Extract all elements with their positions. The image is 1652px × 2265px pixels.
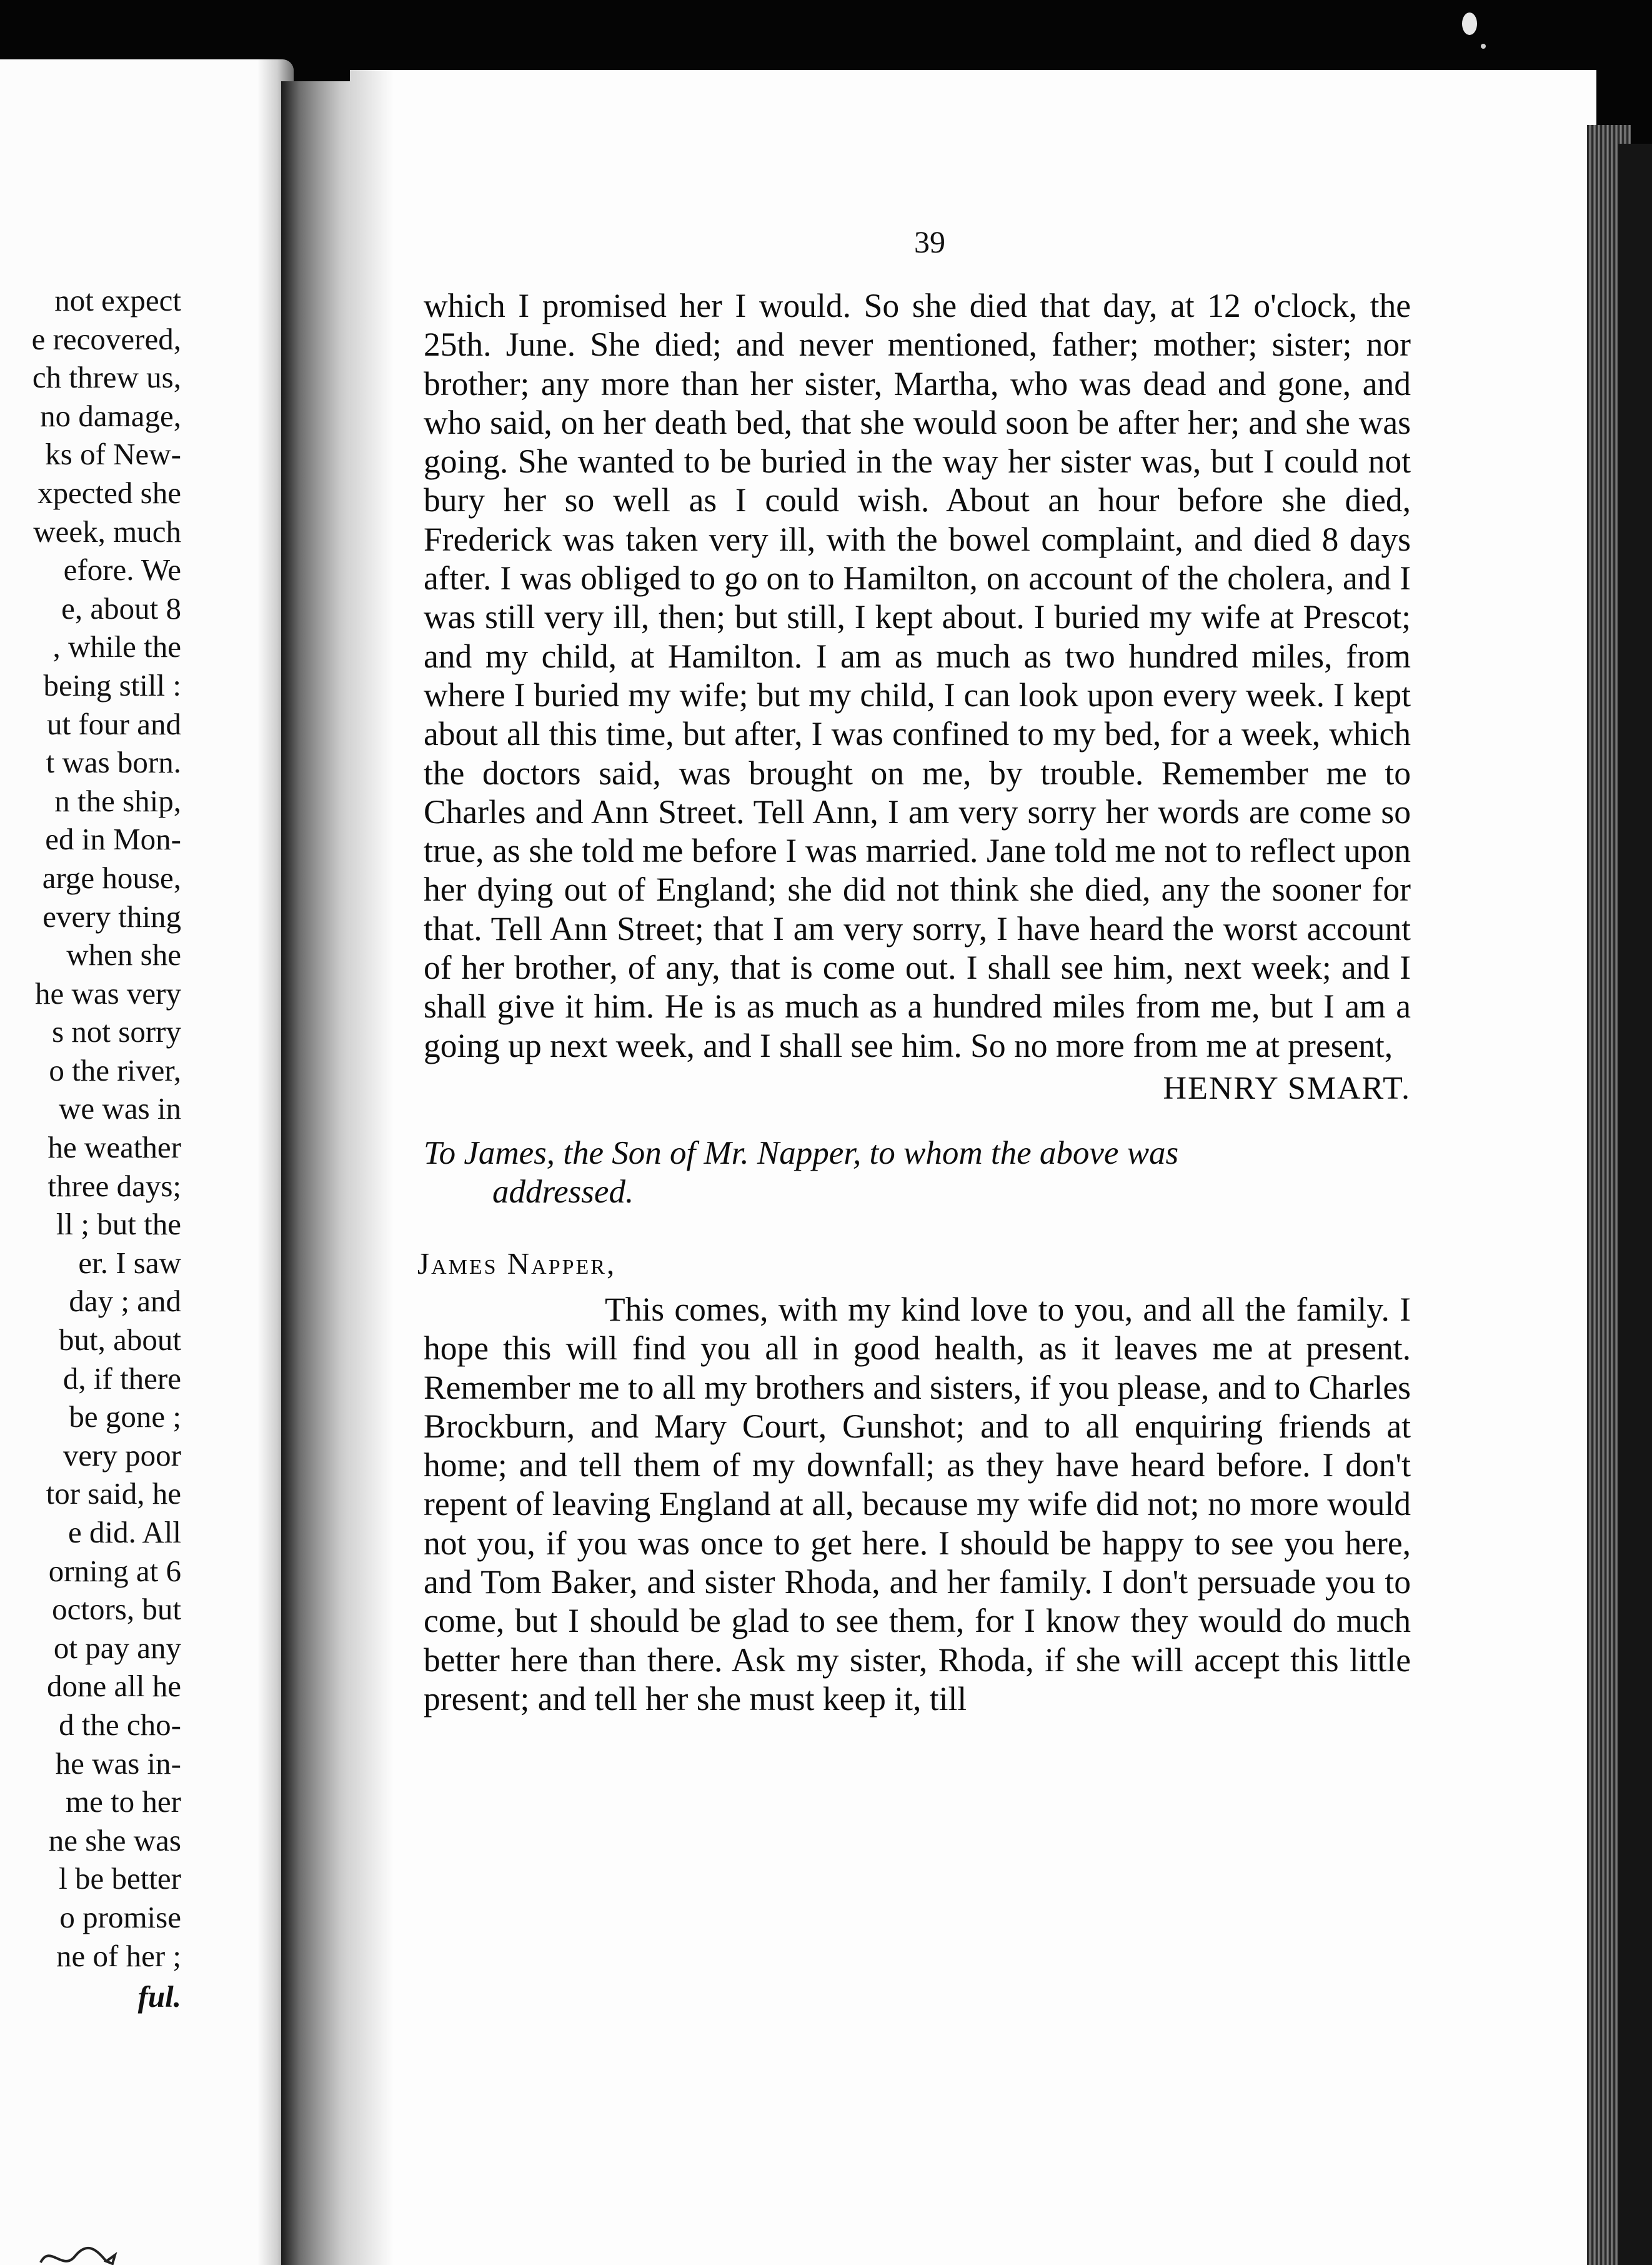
- previous-page-line: tor said, he: [46, 1476, 181, 1511]
- previous-page-line: ll ; but the: [56, 1207, 181, 1242]
- dust-speck: [1462, 12, 1477, 35]
- previous-page-line: efore. We: [63, 552, 181, 588]
- letter-two-heading: [424, 1134, 1411, 1211]
- previous-page-line: ut four and: [47, 706, 181, 741]
- previous-page-line: arge house,: [42, 860, 181, 895]
- page-number: 39: [914, 224, 945, 259]
- previous-page-line: s not sorry: [52, 1014, 181, 1049]
- previous-page-line: week, much: [33, 514, 181, 549]
- previous-page-line: done all he: [47, 1669, 181, 1704]
- letter-two-heading-line-1: To James, the Son of Mr. Napper, to whom the above was: [424, 1134, 1179, 1171]
- previous-page-line: e did. All: [67, 1515, 181, 1549]
- previous-page-line: he weather: [47, 1130, 181, 1165]
- previous-page-line: l be better: [59, 1861, 181, 1896]
- previous-page-line: be gone ;: [69, 1399, 181, 1434]
- previous-page-line: er. I saw: [78, 1245, 181, 1280]
- previous-page-line: no damage,: [40, 398, 181, 433]
- previous-page-line: d, if there: [62, 1361, 181, 1396]
- previous-page-line: he was very: [34, 976, 181, 1011]
- previous-page-line: e recovered,: [31, 321, 181, 356]
- previous-page-line: not expect: [54, 283, 181, 318]
- letter-two-heading-line-2: addressed.: [492, 1173, 634, 1210]
- page-curve-shadow: [350, 70, 394, 2265]
- previous-page-line: he was in-: [55, 1746, 181, 1781]
- previous-page-line: xpected she: [37, 475, 181, 510]
- previous-page-line: ch threw us,: [32, 360, 181, 395]
- previous-page-line: orning at 6: [48, 1553, 181, 1588]
- letter-two-text: This comes, with my kind love to you, and all the family. I hope this will find you all in good health, as it leaves me at present. Remember me to all my brothers and sisters, if you please, and to Charles Brockburn, and Mary Court, Gunshot; and to all enquiring friends at home; and tell them of my downfall; as they have heard before. I don't repent of leaving England at all, because my wife did not; no more would not you, if you was once to get here. I should be happy to see you here, and Tom Baker, and sister Rhoda, and her family. I don't persuade you to come, but I should be glad to see them, for I know they would do much better here than there. Ask my sister, Rhoda, if she will accept this little present; and tell her she must keep it, till: [424, 1290, 1411, 1718]
- ink-flourish: [37, 2238, 131, 2265]
- previous-page-line: me to her: [65, 1784, 181, 1819]
- previous-page-line: very poor: [62, 1438, 181, 1472]
- dust-speck-small: [1481, 44, 1486, 49]
- previous-page-line: ed in Mon-: [45, 822, 181, 857]
- page-body: [417, 286, 1411, 1718]
- letter-one-text: which I promised her I would. So she died that day, at 12 o'clock, the 25th. June. She died; and never mentioned, father; mother; sister; nor brother; any more than her sister, Martha, who was dead and gone, and who said, on her death bed, that she would soon be after her; and she was going. She wanted to be buried in the way her sister was, but I could not bury her so well as I could wish. About an hour before she died, Frederick was taken very ill, with the bowel complaint, and died 8 days after. I was obliged to go on to Hamilton, on account of the cholera, and I was still very ill, then; but still, I kept about. I buried my wife at Prescot; and my child, at Hamilton. I am as much as two hundred miles, from where I buried my wife; but my child, I can look upon every week. I kept about all this time, but after, I was confined to my bed, for a week, which the doctors said, was brought on me, by trouble. Remember me to Charles and Ann Street. Tell Ann, I am very sorry her words are come so true, as she told me before I was married. Jane told me not to reflect upon her dying out of England; she did not think she died, any the sooner for that. Tell Ann Street; that I am very sorry, I have heard the worst account of her brother, of any, that is come out. I shall see him, next week; and I shall give it him. He is as much as a hundred miles from me, but I am a going up next week, and I shall see him. So no more from me at present,: [424, 287, 1411, 1064]
- previous-page-line: n the ship,: [54, 783, 181, 818]
- page-edges-dark: [1618, 144, 1652, 2265]
- previous-page-closing-line: ful.: [137, 1979, 181, 2014]
- previous-page-line: d the cho-: [59, 1707, 181, 1742]
- previous-page-line: ks of New-: [45, 437, 181, 472]
- previous-page-line: ne of her ;: [56, 1938, 181, 1973]
- previous-page-line: o the river,: [49, 1052, 181, 1088]
- previous-page-line: e, about 8: [61, 591, 181, 626]
- previous-page-line: octors, but: [52, 1592, 181, 1627]
- previous-page-line: ot pay any: [53, 1630, 181, 1665]
- previous-page-line: t was born.: [46, 745, 181, 780]
- previous-page: [0, 59, 294, 2265]
- previous-page-line: ne she was: [48, 1822, 181, 1858]
- previous-page-line: , while the: [52, 629, 181, 664]
- previous-page-line: three days;: [47, 1168, 181, 1203]
- previous-page-line: day ; and: [69, 1284, 181, 1319]
- letter-one-signature: HENRY SMART.: [1163, 1070, 1411, 1106]
- previous-page-text: [32, 281, 181, 2016]
- previous-page-line: every thing: [42, 899, 181, 934]
- previous-page-line: when she: [66, 938, 181, 972]
- previous-page-line: being still :: [43, 668, 181, 702]
- letter-two-salutation: James Napper,: [417, 1246, 617, 1281]
- previous-page-line: o promise: [59, 1899, 181, 1934]
- previous-page-line: we was in: [59, 1091, 181, 1126]
- previous-page-line: but, about: [59, 1322, 181, 1358]
